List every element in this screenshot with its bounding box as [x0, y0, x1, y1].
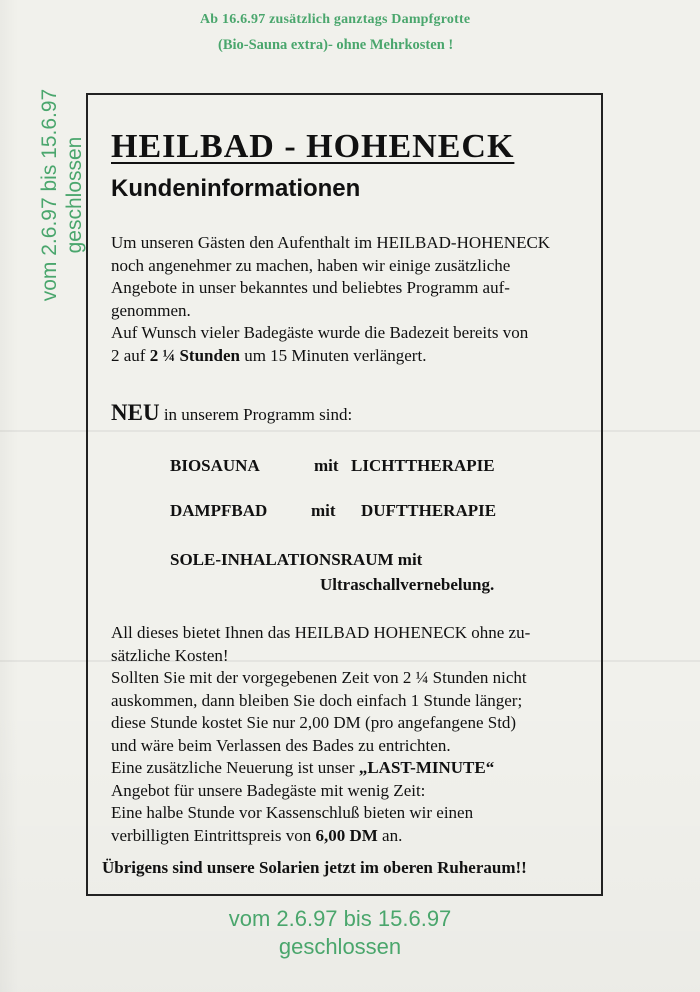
badezeit-highlight: 2 ¼ Stunden — [149, 345, 240, 365]
details-line: Eine halbe Stunde vor Kassenschluß bieten wir einen — [111, 803, 474, 822]
document-title: HEILBAD - HOHENECK — [111, 128, 515, 165]
intro-line: genommen. — [111, 300, 191, 320]
stamp-bottom — [200, 905, 480, 961]
stamp-top-line1: Ab 16.6.97 zusätzlich ganztags Dampfgrotte — [200, 12, 471, 27]
neu-rest: in unserem Programm sind: — [159, 405, 353, 424]
lastminute-pre: Eine zusätzliche Neuerung ist unser — [111, 758, 359, 777]
intro-paragraph — [111, 232, 550, 367]
price-value: 6,00 DM — [315, 825, 378, 845]
details-line: auskommen, dann bleiben Sie doch einfach 1 Stunde länger; — [111, 690, 523, 710]
price-post: an. — [377, 825, 403, 845]
details-line: Angebot für unsere Badegäste mit wenig Zeit: — [111, 780, 426, 800]
offer-sole-line1: SOLE-INHALATIONSRAUM mit — [170, 550, 423, 569]
solarium-note: Übrigens sind unsere Solarien jetzt im oberen Ruheraum!! — [102, 858, 527, 877]
stamp-top-line2: (Bio-Sauna extra)- ohne Mehrkosten ! — [218, 37, 454, 53]
offer-biosauna-left: BIOSAUNA — [170, 456, 260, 475]
details-line — [111, 825, 530, 848]
stamp-bottom-line2: geschlossen — [278, 934, 402, 959]
offer-dampfbad-mid: mit — [311, 501, 336, 520]
document-subtitle: Kundeninformationen — [111, 175, 361, 202]
offer-sole-line2: Ultraschallvernebelung. — [320, 575, 495, 594]
details-line: diese Stunde kostet Sie nur 2,00 DM (pro angefangene Std) — [111, 713, 517, 732]
intro-last-pre: 2 auf — [111, 345, 150, 365]
stamp-bottom-line1: vom 2.6.97 bis 15.6.97 — [228, 906, 452, 931]
neu-heading — [111, 400, 352, 426]
lastminute-label: „LAST-MINUTE“ — [358, 758, 495, 777]
price-pre: verbilligten Eintrittspreis von — [111, 825, 316, 845]
details-line: und wäre beim Verlassen des Bades zu entrichten. — [111, 735, 451, 755]
stamp-side-line1: vom 2.6.97 bis 15.6.97 — [38, 88, 61, 302]
details-line — [111, 757, 530, 780]
stamp-side-line2: geschlossen — [63, 136, 86, 254]
details-paragraph — [111, 622, 530, 847]
intro-line: Angebote in unser bekanntes und beliebtes Programm auf- — [111, 278, 510, 297]
intro-line — [111, 345, 550, 368]
stamp-side — [37, 75, 87, 315]
intro-line: Um unseren Gästen den Aufenthalt im HEILBAD-HOHENECK — [111, 233, 551, 252]
neu-label: NEU — [111, 400, 160, 425]
offer-dampfbad-left: DAMPFBAD — [170, 501, 268, 520]
offer-dampfbad-right: DUFTTHERAPIE — [361, 501, 497, 520]
intro-last-post: um 15 Minuten verlängert. — [239, 345, 427, 365]
offer-biosauna-mid: mit — [314, 456, 339, 475]
offer-biosauna-right: LICHTTHERAPIE — [351, 456, 495, 475]
details-line: All dieses bietet Ihnen das HEILBAD HOHENECK ohne zu- — [111, 623, 531, 642]
intro-line: Auf Wunsch vieler Badegäste wurde die Badezeit bereits von — [111, 323, 529, 342]
details-line: sätzliche Kosten! — [111, 645, 229, 665]
intro-line: noch angenehmer zu machen, haben wir einige zusätzliche — [111, 255, 511, 275]
details-line: Sollten Sie mit der vorgegebenen Zeit von 2 ¼ Stunden nicht — [111, 668, 527, 687]
